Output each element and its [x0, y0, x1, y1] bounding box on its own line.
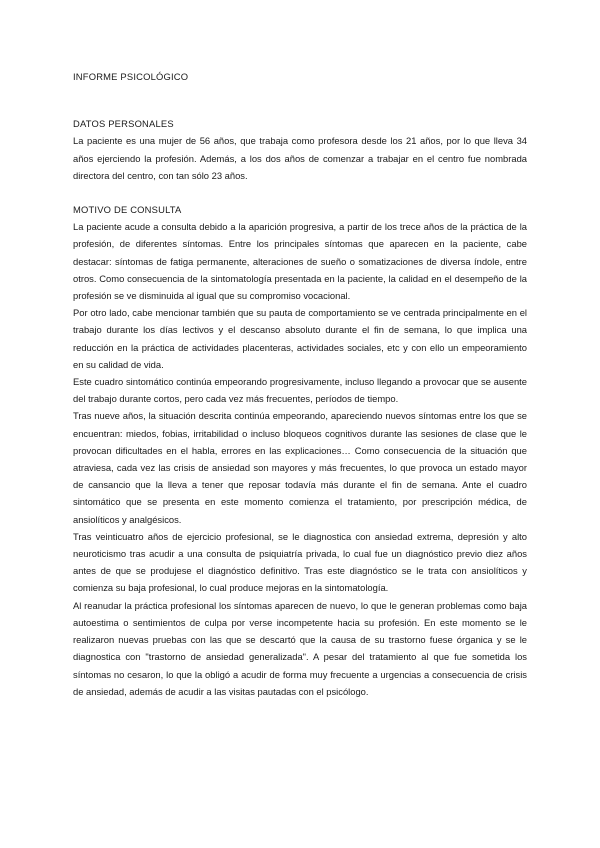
- section-datos-personales: [73, 115, 527, 184]
- paragraph: Por otro lado, cabe mencionar también que su pauta de comportamiento se ve centrada principalmente en el trabajo durante los días lectivos y el descanso absoluto durante el fin de semana, lo que implica una reducción en la práctica de actividades placenteras, actividades sociales, etc y con ello un empeoramiento en su calidad de vida.: [73, 307, 527, 370]
- paragraph: Tras nueve años, la situación descrita continúa empeorando, apareciendo nuevos síntomas entre los que se encuentran: miedos, fobias, irritabilidad o incluso bloqueos cognitivos durante las sesiones de clase que le provocan dificultades en el habla, errores en las explicaciones… Como consecuencia de la situación que atraviesa, cada vez las crisis de ansiedad son mayores y más frecuentes, lo que provoca un estado mayor de cansancio que la lleva a tener que reposar todavía más durante el fin de semana. Ante el cuadro sintomático que se presenta en este momento comienza el tratamiento, por prescripción médica, de ansiolíticos y analgésicos.: [73, 410, 527, 525]
- spacer: [73, 184, 527, 201]
- document-title: INFORME PSICOLÓGICO: [73, 71, 189, 82]
- section-heading: DATOS PERSONALES: [73, 118, 174, 130]
- spacer: [73, 85, 527, 115]
- paragraph: Tras veinticuatro años de ejercicio profesional, se le diagnostica con ansiedad extrema, depresión y alto neuroticismo tras acudir a una consulta de psiquiatría privada, lo cual fue un diagnóstico previo diez años antes de que se produjese el diagnóstico definitivo. Tras este diagnóstico se le trata con ansiolíticos y comienza su baja profesional, lo cual produce mejoras en la sintomatología.: [73, 530, 527, 594]
- document-body: [73, 68, 527, 700]
- section-motivo-de-consulta: [73, 201, 527, 700]
- section-heading: MOTIVO DE CONSULTA: [73, 204, 182, 216]
- paragraph: La paciente es una mujer de 56 años, que trabaja como profesora desde los 21 años, por lo que lleva 34 años ejerciendo la profesión. Además, a los dos años de comenzar a trabajar en el centro fue nombrada directora del centro, con tan sólo 23 años.: [73, 135, 527, 181]
- paragraph: La paciente acude a consulta debido a la aparición progresiva, a partir de los trece años de la práctica de la profesión, de diferentes síntomas. Entre los principales síntomas que aparecen en la paciente, cabe destacar: síntomas de fatiga permanente, alteraciones de sueño o somatizaciones de diversa índole, entre otros. Como consecuencia de la sintomatología presentada en la paciente, la calidad en el desempeño de la profesión se ve disminuida al igual que su compromiso vocacional.: [73, 221, 527, 302]
- paragraph: Al reanudar la práctica profesional los síntomas aparecen de nuevo, lo que le generan problemas como baja autoestima o sentimientos de culpa por verse incompetente hacia su profesión. En este momento se le realizaron nuevas pruebas con las que se descartó que la causa de su trastorno fuese órganica y se le diagnostica con "trastorno de ansiedad generalizada". A pesar del tratamiento al que fue sometida los síntomas no cesaron, lo que la obligó a acudir de forma muy frecuente a urgencias a consecuencia de crisis de ansiedad, además de acudir a las visitas pautadas con el psicólogo.: [73, 599, 527, 697]
- paragraph: Este cuadro sintomático continúa empeorando progresivamente, incluso llegando a provocar que se ausente del trabajo durante cortos, pero cada vez más frecuentes, períodos de tiempo.: [73, 376, 527, 405]
